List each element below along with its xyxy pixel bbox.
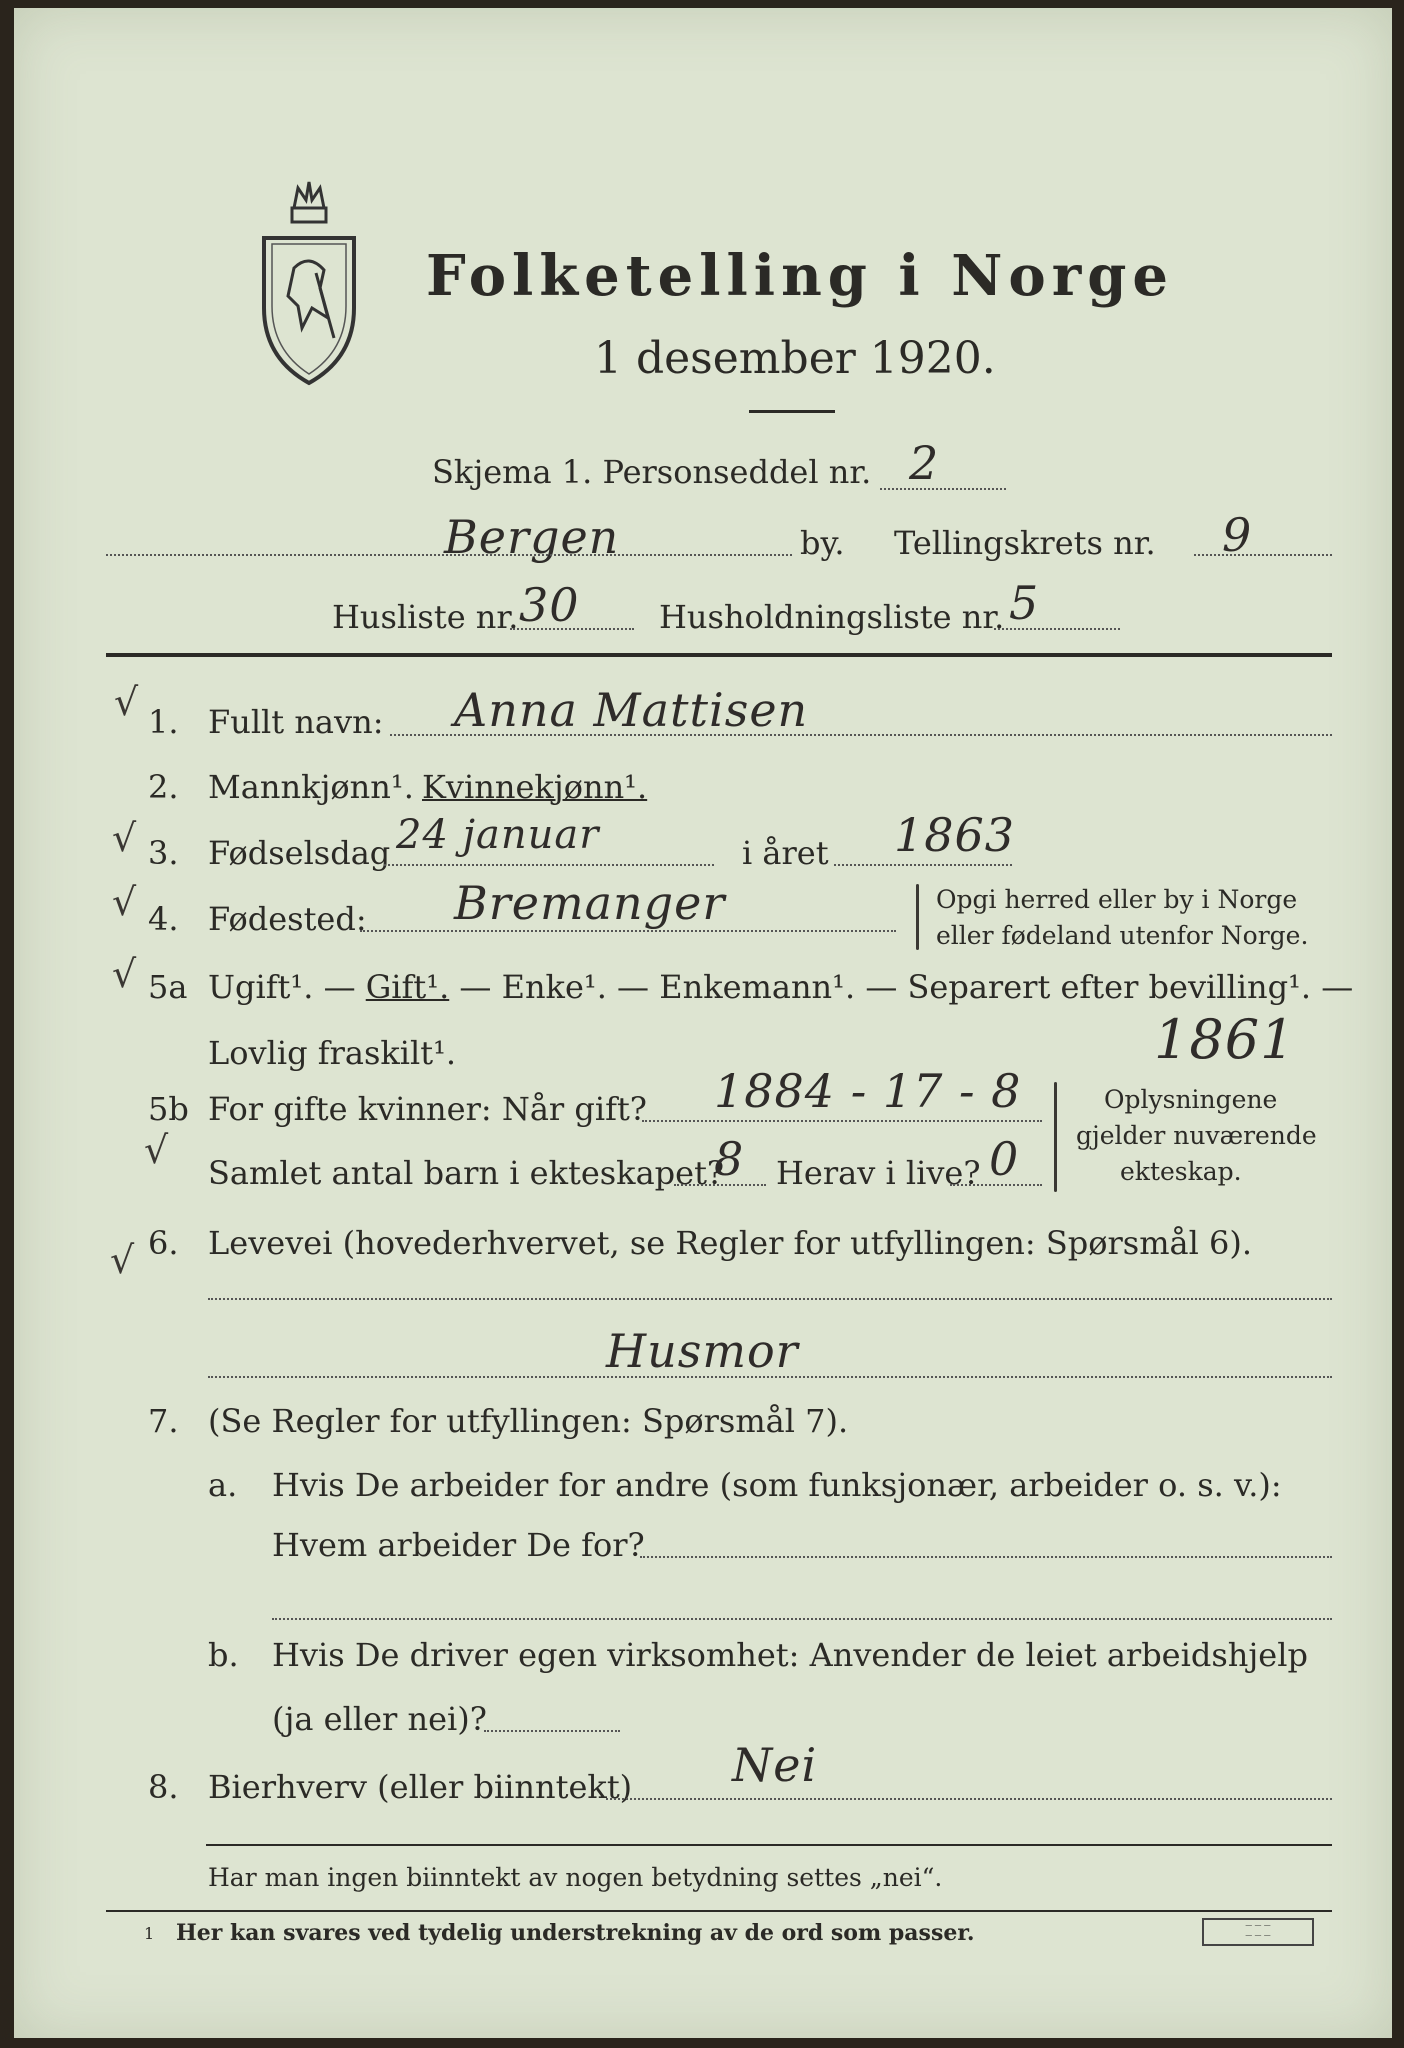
personseddel-nr: 2 — [909, 436, 940, 490]
brace — [916, 884, 919, 950]
q8-number: 8. — [148, 1768, 179, 1806]
dotted-line — [640, 1556, 1332, 1558]
side-income-label: Bierhverv (eller biinntekt) — [208, 1768, 633, 1806]
q2-number: 2. — [148, 768, 179, 806]
dotted-line — [834, 864, 1012, 866]
dotted-line — [994, 628, 1120, 630]
birthplace-value: Bremanger — [454, 876, 726, 930]
husliste-label: Husliste nr. — [332, 598, 519, 636]
tellingskrets-label: Tellingskrets nr. — [894, 524, 1156, 562]
marriage-date-label: For gifte kvinner: Når gift? — [208, 1090, 647, 1128]
children-label: Samlet antal barn i ekteskapet? — [208, 1154, 725, 1192]
year-label: i året — [742, 834, 829, 872]
check-mark: √ — [112, 880, 137, 924]
dotted-line — [510, 628, 634, 630]
brace — [1054, 1082, 1057, 1192]
form-title: Folketelling i Norge — [426, 243, 1175, 309]
husliste-nr: 30 — [519, 578, 580, 632]
q7b-help-label: (ja eller nei)? — [272, 1700, 487, 1738]
q5a-number: 5a — [148, 968, 188, 1006]
marriage-note-line2: gjelder nuværende — [1076, 1121, 1317, 1150]
q7a-label: Hvis De arbeider for andre (som funksjonær, arbeider o. s. v.): — [272, 1466, 1282, 1504]
q7-number: 7. — [148, 1402, 179, 1440]
q7-label: (Se Regler for utfyllingen: Spørsmål 7). — [208, 1402, 849, 1440]
kvinnekjonn-option: Kvinnekjønn¹. — [422, 768, 648, 806]
dotted-line — [272, 1618, 1332, 1620]
printer-stamp-icon: — — — — — — — [1202, 1918, 1314, 1946]
footer-note: Har man ingen biinntekt av nogen betydning settes „nei“. — [208, 1863, 943, 1892]
q7b-letter: b. — [208, 1636, 239, 1674]
birthplace-note-line2: eller fødeland utenfor Norge. — [936, 921, 1309, 950]
other-marital-options: — Enke¹. — Enkemann¹. — Separert efter bevilling¹. — — [449, 968, 1354, 1006]
alive-value: 0 — [989, 1132, 1020, 1186]
mannkjonn-option: Mannkjønn¹. — [208, 768, 414, 806]
q1-number: 1. — [148, 703, 179, 741]
dotted-line — [950, 1184, 1042, 1186]
q7a-employer-label: Hvem arbeider De for? — [272, 1526, 645, 1564]
coat-of-arms-icon — [254, 178, 364, 388]
birthplace-note-line1: Opgi herred eller by i Norge — [936, 885, 1298, 914]
dotted-line — [208, 1298, 1332, 1300]
side-income-value: Nei — [732, 1738, 818, 1792]
dotted-line — [360, 930, 896, 932]
q1-label: Fullt navn: — [208, 703, 384, 741]
dotted-line — [106, 554, 792, 556]
occupation-value: Husmor — [606, 1324, 799, 1378]
alive-label: Herav i live? — [776, 1154, 981, 1192]
q6-number: 6. — [148, 1224, 179, 1262]
margin-note: 1861 — [1154, 1008, 1296, 1071]
footer-rule — [206, 1844, 1332, 1846]
check-mark: √ — [112, 816, 137, 860]
census-form — [14, 8, 1392, 2038]
birth-year-value: 1863 — [894, 808, 1016, 862]
footnote-mark: 1 — [144, 1924, 155, 1943]
by-label: by. — [800, 524, 845, 562]
q7a-letter: a. — [208, 1466, 238, 1504]
marriage-note-line3: ekteskap. — [1120, 1157, 1242, 1186]
dotted-line — [208, 1376, 1332, 1378]
check-mark: √ — [112, 952, 137, 996]
header-rule — [106, 653, 1332, 657]
check-mark: √ — [114, 680, 139, 724]
check-mark: √ — [144, 1128, 169, 1172]
q4-number: 4. — [148, 900, 179, 938]
husholdning-nr: 5 — [1009, 576, 1040, 630]
children-value: 8 — [714, 1132, 745, 1186]
city-value: Bergen — [444, 510, 620, 564]
occupation-label: Levevei (hovederhvervet, se Regler for utfyllingen: Spørsmål 6). — [208, 1224, 1253, 1262]
check-mark: √ — [110, 1238, 135, 1282]
birthplace-label: Fødested: — [208, 900, 367, 938]
q3-number: 3. — [148, 834, 179, 872]
marital-status-options — [208, 968, 1353, 1006]
dotted-line — [642, 1120, 1042, 1122]
dotted-line — [484, 1730, 620, 1732]
tellingskrets-nr: 9 — [1222, 508, 1253, 562]
gift-option: Gift¹. — [365, 968, 450, 1006]
footnote-rule — [106, 1910, 1332, 1912]
dotted-line — [674, 1184, 766, 1186]
census-date: 1 desember 1920. — [594, 333, 996, 384]
husholdning-label: Husholdningsliste nr. — [659, 598, 1005, 636]
dotted-line — [390, 734, 1332, 736]
dotted-line — [384, 864, 714, 866]
birthday-value: 24 januar — [396, 812, 600, 858]
dotted-line — [1194, 554, 1332, 556]
ugift-option: Ugift¹. — — [208, 968, 366, 1006]
footnote-text: Her kan svares ved tydelig understrekning av de ord som passer. — [176, 1920, 975, 1946]
dotted-line — [880, 488, 1006, 490]
full-name-value: Anna Mattisen — [454, 683, 809, 737]
birthday-label: Fødselsdag — [208, 834, 391, 872]
marriage-date-value: 1884 - 17 - 8 — [714, 1064, 1022, 1118]
marriage-note-line1: Oplysningene — [1104, 1085, 1278, 1114]
title-divider — [749, 410, 835, 413]
dotted-line — [606, 1798, 1332, 1800]
q5b-number: 5b — [148, 1090, 189, 1128]
q7b-label: Hvis De driver egen virksomhet: Anvender de leiet arbeidshjelp — [272, 1636, 1308, 1674]
skjema-label: Skjema 1. Personseddel nr. — [432, 453, 872, 491]
lovlig-fraskilt-option: Lovlig fraskilt¹. — [208, 1034, 457, 1072]
